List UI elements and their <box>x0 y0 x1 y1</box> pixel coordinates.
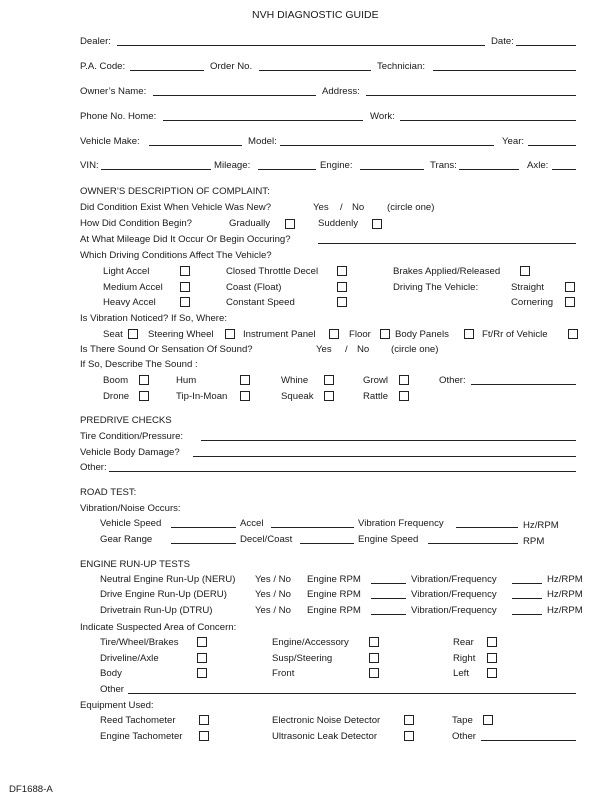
straight-label: Straight <box>511 282 545 293</box>
runup-engine-rpm-field[interactable] <box>371 598 406 599</box>
hum-checkbox[interactable] <box>240 375 250 385</box>
cornering-label: Cornering <box>511 297 554 308</box>
reed-tach-label: Reed Tachometer <box>100 715 176 726</box>
address-label: Address: <box>322 86 360 97</box>
axle-field[interactable] <box>552 169 576 170</box>
medium-accel-checkbox[interactable] <box>180 282 190 292</box>
tire-condition-field[interactable] <box>201 440 576 441</box>
page-title: NVH DIAGNOSTIC GUIDE <box>252 9 379 21</box>
drone-label: Drone <box>103 391 130 402</box>
date-label: Date: <box>491 36 514 47</box>
q-how-begin: How Did Condition Begin? <box>80 218 192 229</box>
gradually-checkbox[interactable] <box>285 219 295 229</box>
coast-float-checkbox[interactable] <box>337 282 347 292</box>
vehicle-speed-label: Vehicle Speed <box>100 518 162 529</box>
runup-engine-rpm-label: Engine RPM <box>307 605 361 616</box>
hz-rpm-unit: Hz/RPM <box>523 520 559 531</box>
year-field[interactable] <box>528 145 576 146</box>
left-checkbox[interactable] <box>487 668 497 678</box>
dealer-field[interactable] <box>117 45 485 46</box>
rpm-unit: RPM <box>523 536 545 547</box>
ultrasonic-leak-label: Ultrasonic Leak Detector <box>272 731 378 742</box>
electronic-noise-checkbox[interactable] <box>404 715 414 725</box>
pa-code-field[interactable] <box>130 70 204 71</box>
rear-label: Rear <box>453 637 474 648</box>
brakes-applied-checkbox[interactable] <box>520 266 530 276</box>
runup-test-name: Drivetrain Run-Up (DTRU) <box>100 605 213 616</box>
tape-label: Tape <box>452 715 473 726</box>
body-damage-field[interactable] <box>193 456 576 457</box>
rattle-label: Rattle <box>363 391 389 402</box>
document-code: DF1688-A <box>9 784 53 795</box>
driving-vehicle-label: Driving The Vehicle: <box>393 282 479 293</box>
susp-steering-label: Susp/Steering <box>272 653 333 664</box>
heavy-accel-label: Heavy Accel <box>103 297 156 308</box>
q-new-vehicle: Did Condition Exist When Vehicle Was New? <box>80 202 272 213</box>
engine-tach-checkbox[interactable] <box>199 731 209 741</box>
runup-vib-freq-label: Vibration/Frequency <box>411 574 497 585</box>
circle-one-hint: (circle one) <box>387 202 435 213</box>
runup-yes-no[interactable]: Yes / No <box>255 589 291 600</box>
runup-heading: ENGINE RUN-UP TESTS <box>80 559 190 570</box>
runup-vib-freq-field[interactable] <box>512 583 542 584</box>
owner-name-label: Owner’s Name: <box>80 86 147 97</box>
right-checkbox[interactable] <box>487 653 497 663</box>
squeak-checkbox[interactable] <box>324 391 334 401</box>
technician-label: Technician: <box>377 61 425 72</box>
runup-engine-rpm-label: Engine RPM <box>307 574 361 585</box>
constant-speed-checkbox[interactable] <box>337 297 347 307</box>
runup-yes-no[interactable]: Yes / No <box>255 574 291 585</box>
vin-field[interactable] <box>101 169 211 170</box>
gear-range-field[interactable] <box>171 543 236 544</box>
q-sound: Is There Sound Or Sensation Of Sound? <box>80 344 253 355</box>
growl-checkbox[interactable] <box>399 375 409 385</box>
decel-coast-label: Decel/Coast <box>240 534 293 545</box>
gear-range-label: Gear Range <box>100 534 153 545</box>
q-vibration-where: Is Vibration Noticed? If So, Where: <box>80 313 227 324</box>
mileage-occur-field[interactable] <box>318 243 576 244</box>
road-test-heading: ROAD TEST: <box>80 487 137 498</box>
runup-vib-freq-label: Vibration/Frequency <box>411 589 497 600</box>
work-field[interactable] <box>400 120 576 121</box>
boom-label: Boom <box>103 375 129 386</box>
engine-speed-field[interactable] <box>428 543 518 544</box>
yes-option[interactable]: Yes <box>313 202 329 213</box>
tire-wheel-brakes-label: Tire/Wheel/Brakes <box>100 637 179 648</box>
runup-engine-rpm-field[interactable] <box>371 614 406 615</box>
runup-yes-no[interactable]: Yes / No <box>255 605 291 616</box>
whine-checkbox[interactable] <box>324 375 334 385</box>
mileage-label: Mileage: <box>214 160 251 171</box>
address-field[interactable] <box>366 95 576 96</box>
no-option[interactable]: No <box>352 202 365 213</box>
instrument-panel-label: Instrument Panel <box>243 329 316 340</box>
steering-wheel-checkbox[interactable] <box>225 329 235 339</box>
sound-circle-one-hint: (circle one) <box>391 344 439 355</box>
gradually-label: Gradually <box>229 218 271 229</box>
dealer-label: Dealer: <box>80 36 111 47</box>
complaint-heading: OWNER’S DESCRIPTION OF COMPLAINT: <box>80 186 270 197</box>
work-label: Work: <box>370 111 395 122</box>
date-field[interactable] <box>516 45 576 46</box>
runup-unit: Hz/RPM <box>547 574 583 585</box>
closed-throttle-decel-label: Closed Throttle Decel <box>226 266 319 277</box>
concern-other-label: Other <box>100 684 124 695</box>
runup-engine-rpm-field[interactable] <box>371 583 406 584</box>
right-label: Right <box>453 653 476 664</box>
concern-heading: Indicate Suspected Area of Concern: <box>80 622 237 633</box>
sound-yes-option[interactable]: Yes <box>316 344 332 355</box>
decel-coast-field[interactable] <box>300 543 354 544</box>
phone-home-field[interactable] <box>163 120 363 121</box>
cornering-checkbox[interactable] <box>565 297 575 307</box>
order-no-field[interactable] <box>259 70 371 71</box>
sound-other-field[interactable] <box>471 384 576 385</box>
runup-test-name: Drive Engine Run-Up (DERU) <box>100 589 227 600</box>
runup-unit: Hz/RPM <box>547 589 583 600</box>
susp-steering-checkbox[interactable] <box>369 653 379 663</box>
engine-field[interactable] <box>360 169 424 170</box>
body-panels-checkbox[interactable] <box>464 329 474 339</box>
engine-label: Engine: <box>320 160 353 171</box>
sound-slash-separator: / <box>345 344 348 355</box>
front-label: Front <box>272 668 295 679</box>
rattle-checkbox[interactable] <box>399 391 409 401</box>
engine-speed-label: Engine Speed <box>358 534 419 545</box>
accel-field[interactable] <box>271 527 354 528</box>
vin-label: VIN: <box>80 160 99 171</box>
concern-other-field[interactable] <box>128 693 576 694</box>
phone-home-label: Phone No. Home: <box>80 111 157 122</box>
runup-engine-rpm-label: Engine RPM <box>307 589 361 600</box>
body-label: Body <box>100 668 122 679</box>
drone-checkbox[interactable] <box>139 391 149 401</box>
sound-other-label: Other: <box>439 375 466 386</box>
pa-code-label: P.A. Code: <box>80 61 126 72</box>
runup-unit: Hz/RPM <box>547 605 583 616</box>
trans-label: Trans: <box>430 160 457 171</box>
runup-vib-freq-field[interactable] <box>512 598 542 599</box>
ultrasonic-leak-checkbox[interactable] <box>404 731 414 741</box>
equipment-heading: Equipment Used: <box>80 700 154 711</box>
mileage-field[interactable] <box>258 169 316 170</box>
sound-no-option[interactable]: No <box>357 344 370 355</box>
seat-checkbox[interactable] <box>128 329 138 339</box>
heavy-accel-checkbox[interactable] <box>180 297 190 307</box>
brakes-applied-label: Brakes Applied/Released <box>393 266 501 277</box>
equipment-other-field[interactable] <box>481 740 576 741</box>
whine-label: Whine <box>281 375 309 386</box>
runup-vib-freq-label: Vibration/Frequency <box>411 605 497 616</box>
tip-in-moan-label: Tip-In-Moan <box>176 391 228 402</box>
runup-vib-freq-field[interactable] <box>512 614 542 615</box>
q-describe-sound: If So, Describe The Sound : <box>80 359 198 370</box>
driveline-axle-checkbox[interactable] <box>197 653 207 663</box>
vibration-frequency-label: Vibration Frequency <box>358 518 444 529</box>
body-damage-label: Vehicle Body Damage? <box>80 447 180 458</box>
vehicle-make-field[interactable] <box>149 145 242 146</box>
vibration-noise-label: Vibration/Noise Occurs: <box>80 503 181 514</box>
model-label: Model: <box>248 136 277 147</box>
predrive-other-field[interactable] <box>109 471 576 472</box>
reed-tach-checkbox[interactable] <box>199 715 209 725</box>
engine-accessory-label: Engine/Accessory <box>272 637 349 648</box>
steering-wheel-label: Steering Wheel <box>148 329 214 340</box>
model-field[interactable] <box>280 145 494 146</box>
growl-label: Growl <box>363 375 389 386</box>
year-label: Year: <box>502 136 525 147</box>
tire-wheel-brakes-checkbox[interactable] <box>197 637 207 647</box>
engine-tach-label: Engine Tachometer <box>100 731 183 742</box>
driveline-axle-label: Driveline/Axle <box>100 653 159 664</box>
coast-float-label: Coast (Float) <box>226 282 282 293</box>
vehicle-make-label: Vehicle Make: <box>80 136 140 147</box>
front-checkbox[interactable] <box>369 668 379 678</box>
light-accel-label: Light Accel <box>103 266 150 277</box>
suddenly-label: Suddenly <box>318 218 359 229</box>
q-driving-conditions: Which Driving Conditions Affect The Vehicle? <box>80 250 272 261</box>
straight-checkbox[interactable] <box>565 282 575 292</box>
owner-name-field[interactable] <box>153 95 316 96</box>
body-panels-label: Body Panels <box>395 329 449 340</box>
medium-accel-label: Medium Accel <box>103 282 163 293</box>
tape-checkbox[interactable] <box>483 715 493 725</box>
tip-in-moan-checkbox[interactable] <box>240 391 250 401</box>
suddenly-checkbox[interactable] <box>372 219 382 229</box>
slash-separator: / <box>340 202 343 213</box>
constant-speed-label: Constant Speed <box>226 297 295 308</box>
rear-checkbox[interactable] <box>487 637 497 647</box>
runup-test-name: Neutral Engine Run-Up (NERU) <box>100 574 236 585</box>
floor-checkbox[interactable] <box>380 329 390 339</box>
instrument-panel-checkbox[interactable] <box>329 329 339 339</box>
vibration-frequency-field[interactable] <box>456 527 518 528</box>
left-label: Left <box>453 668 470 679</box>
predrive-heading: PREDRIVE CHECKS <box>80 415 172 426</box>
body-checkbox[interactable] <box>197 668 207 678</box>
tire-condition-label: Tire Condition/Pressure: <box>80 431 184 442</box>
electronic-noise-label: Electronic Noise Detector <box>272 715 381 726</box>
closed-throttle-decel-checkbox[interactable] <box>337 266 347 276</box>
axle-label: Axle: <box>527 160 549 171</box>
ft-rr-vehicle-label: Ft/Rr of Vehicle <box>482 329 548 340</box>
squeak-label: Squeak <box>281 391 314 402</box>
ft-rr-vehicle-checkbox[interactable] <box>568 329 578 339</box>
technician-field[interactable] <box>433 70 576 71</box>
floor-label: Floor <box>349 329 371 340</box>
trans-field[interactable] <box>459 169 519 170</box>
equipment-other-label: Other <box>452 731 476 742</box>
accel-label: Accel <box>240 518 264 529</box>
hum-label: Hum <box>176 375 197 386</box>
light-accel-checkbox[interactable] <box>180 266 190 276</box>
q-mileage-occur: At What Mileage Did It Occur Or Begin Occuring? <box>80 234 291 245</box>
engine-accessory-checkbox[interactable] <box>369 637 379 647</box>
predrive-other-label: Other: <box>80 462 107 473</box>
seat-label: Seat <box>103 329 123 340</box>
vehicle-speed-field[interactable] <box>171 527 236 528</box>
order-no-label: Order No. <box>210 61 253 72</box>
boom-checkbox[interactable] <box>139 375 149 385</box>
